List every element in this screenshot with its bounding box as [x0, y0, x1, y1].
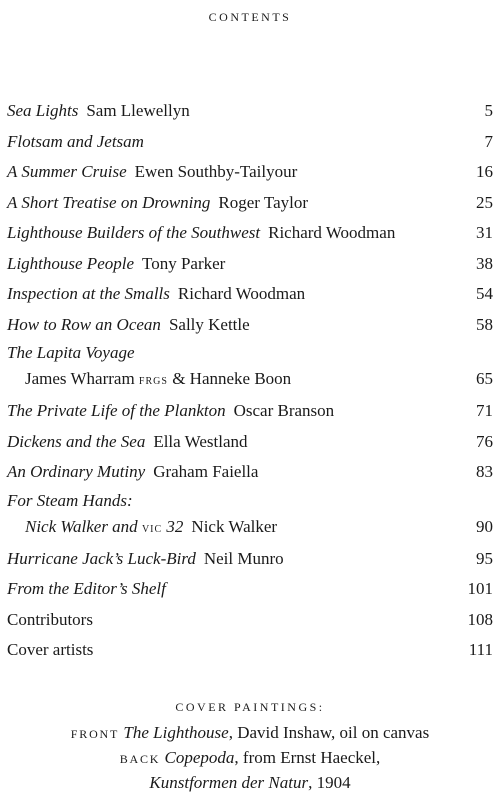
entry-page: 65: [476, 369, 493, 388]
toc-line: [7, 279, 493, 310]
entry-page: 5: [484, 101, 493, 120]
back-book: Kunstformen der Natur: [149, 773, 309, 792]
entry-page: 71: [476, 401, 493, 420]
entry-author: Graham Faiella: [153, 462, 259, 481]
toc-entry: [7, 605, 493, 636]
entry-author: Sally Kettle: [168, 314, 250, 334]
entry-page: 108: [467, 609, 493, 629]
toc-entry: [7, 457, 493, 488]
entry-subtitle: 32: [166, 516, 184, 536]
entry-title: The Lapita Voyage: [7, 343, 135, 362]
entry-plain-title: Cover artists: [7, 640, 94, 659]
entry-page: 76: [476, 431, 493, 451]
toc-entry: [7, 249, 493, 280]
entry-page: 7: [484, 131, 493, 151]
toc-line: [7, 605, 493, 636]
entry-page: 54: [476, 284, 493, 303]
entry-title: The Private Life of the Plankton: [7, 401, 226, 420]
cover-paintings: [0, 700, 500, 794]
cover-back-line-2: [0, 771, 500, 794]
entry-page: 38: [476, 253, 493, 273]
toc-line: [7, 127, 493, 158]
entry-title: An Ordinary Mutiny: [7, 462, 146, 481]
toc-line: [7, 635, 493, 666]
contents-heading: CONTENTS: [208, 10, 292, 24]
back-label: BACK: [119, 752, 161, 766]
entry-subtitle-caps: vic: [141, 520, 163, 536]
toc-line: [7, 574, 493, 605]
toc-line: [7, 514, 493, 540]
entry-title: Flotsam and Jetsam: [7, 131, 144, 151]
entry-page: 31: [476, 223, 493, 242]
entry-title: Lighthouse Builders of the Southwest: [7, 223, 261, 242]
toc-line: [7, 427, 493, 458]
entry-title: A Short Treatise on Drowning: [7, 192, 211, 212]
back-title: Copepoda: [164, 748, 235, 767]
back-details: , from Ernst Haeckel,: [234, 748, 381, 767]
entry-page: 111: [468, 640, 493, 659]
back-year: , 1904: [308, 773, 351, 792]
toc-entry: [7, 574, 493, 605]
toc-line: [7, 340, 493, 366]
entry-author: Richard Woodman: [177, 284, 306, 303]
entry-author: Sam Llewellyn: [86, 101, 190, 120]
entry-title: Sea Lights: [7, 101, 79, 120]
toc-entry: [7, 544, 493, 575]
toc-line: [7, 188, 493, 219]
toc-entry: [7, 427, 493, 458]
toc-line: [7, 457, 493, 488]
entry-page: 16: [476, 162, 493, 181]
entry-title: How to Row an Ocean: [7, 314, 161, 334]
entry-author: Ewen Southby-Tailyour: [134, 162, 298, 181]
entry-title: Inspection at the Smalls: [7, 284, 170, 303]
front-label: FRONT: [70, 727, 120, 741]
toc-entry: [7, 279, 493, 310]
toc-line: [7, 310, 493, 341]
entry-author-honorific: frgs: [138, 373, 168, 388]
toc-line: [7, 96, 493, 127]
table-of-contents: [7, 96, 493, 666]
entry-title: A Summer Cruise: [7, 162, 127, 181]
entry-title: Lighthouse People: [7, 253, 135, 273]
entry-author: Ella Westland: [153, 431, 248, 451]
entry-title: Hurricane Jack’s Luck-Bird: [7, 548, 196, 568]
toc-entry: [7, 488, 493, 540]
entry-author: Oscar Branson: [233, 401, 335, 420]
cover-heading: COVER PAINTINGS:: [175, 700, 325, 714]
entry-title: For Steam Hands:: [7, 490, 133, 510]
entry-page: 83: [476, 462, 493, 481]
entry-plain-title: Contributors: [7, 609, 93, 629]
toc-entry: [7, 340, 493, 392]
front-title: The Lighthouse: [123, 723, 229, 742]
toc-line: [7, 488, 493, 514]
toc-entry: [7, 96, 493, 127]
entry-author: James Wharram: [25, 369, 135, 388]
toc-entry: [7, 157, 493, 188]
toc-line: [7, 218, 493, 249]
entry-author: Neil Munro: [203, 548, 284, 568]
entry-author: & Hanneke Boon: [172, 369, 292, 388]
entry-title: Dickens and the Sea: [7, 431, 146, 451]
toc-entry: [7, 635, 493, 666]
toc-line: [7, 366, 493, 392]
entry-author: Nick Walker: [191, 516, 278, 536]
entry-subtitle: Nick Walker and: [25, 516, 138, 536]
cover-front-line: [0, 721, 500, 746]
entry-page: 58: [476, 314, 493, 334]
entry-page: 101: [467, 579, 493, 598]
toc-entry: [7, 188, 493, 219]
entry-title: From the Editor’s Shelf: [7, 579, 166, 598]
entry-author: Richard Woodman: [268, 223, 396, 242]
toc-entry: [7, 396, 493, 427]
toc-line: [7, 157, 493, 188]
toc-entry: [7, 310, 493, 341]
toc-entry: [7, 218, 493, 249]
cover-back-line: [0, 746, 500, 771]
entry-author: Tony Parker: [142, 253, 226, 273]
toc-line: [7, 249, 493, 280]
toc-entry: [7, 127, 493, 158]
entry-page: 25: [476, 192, 493, 212]
toc-line: [7, 544, 493, 575]
entry-author: Roger Taylor: [218, 192, 309, 212]
toc-line: [7, 396, 493, 427]
entry-page: 95: [476, 548, 493, 568]
front-details: , David Inshaw, oil on canvas: [228, 723, 430, 742]
entry-page: 90: [476, 516, 493, 536]
